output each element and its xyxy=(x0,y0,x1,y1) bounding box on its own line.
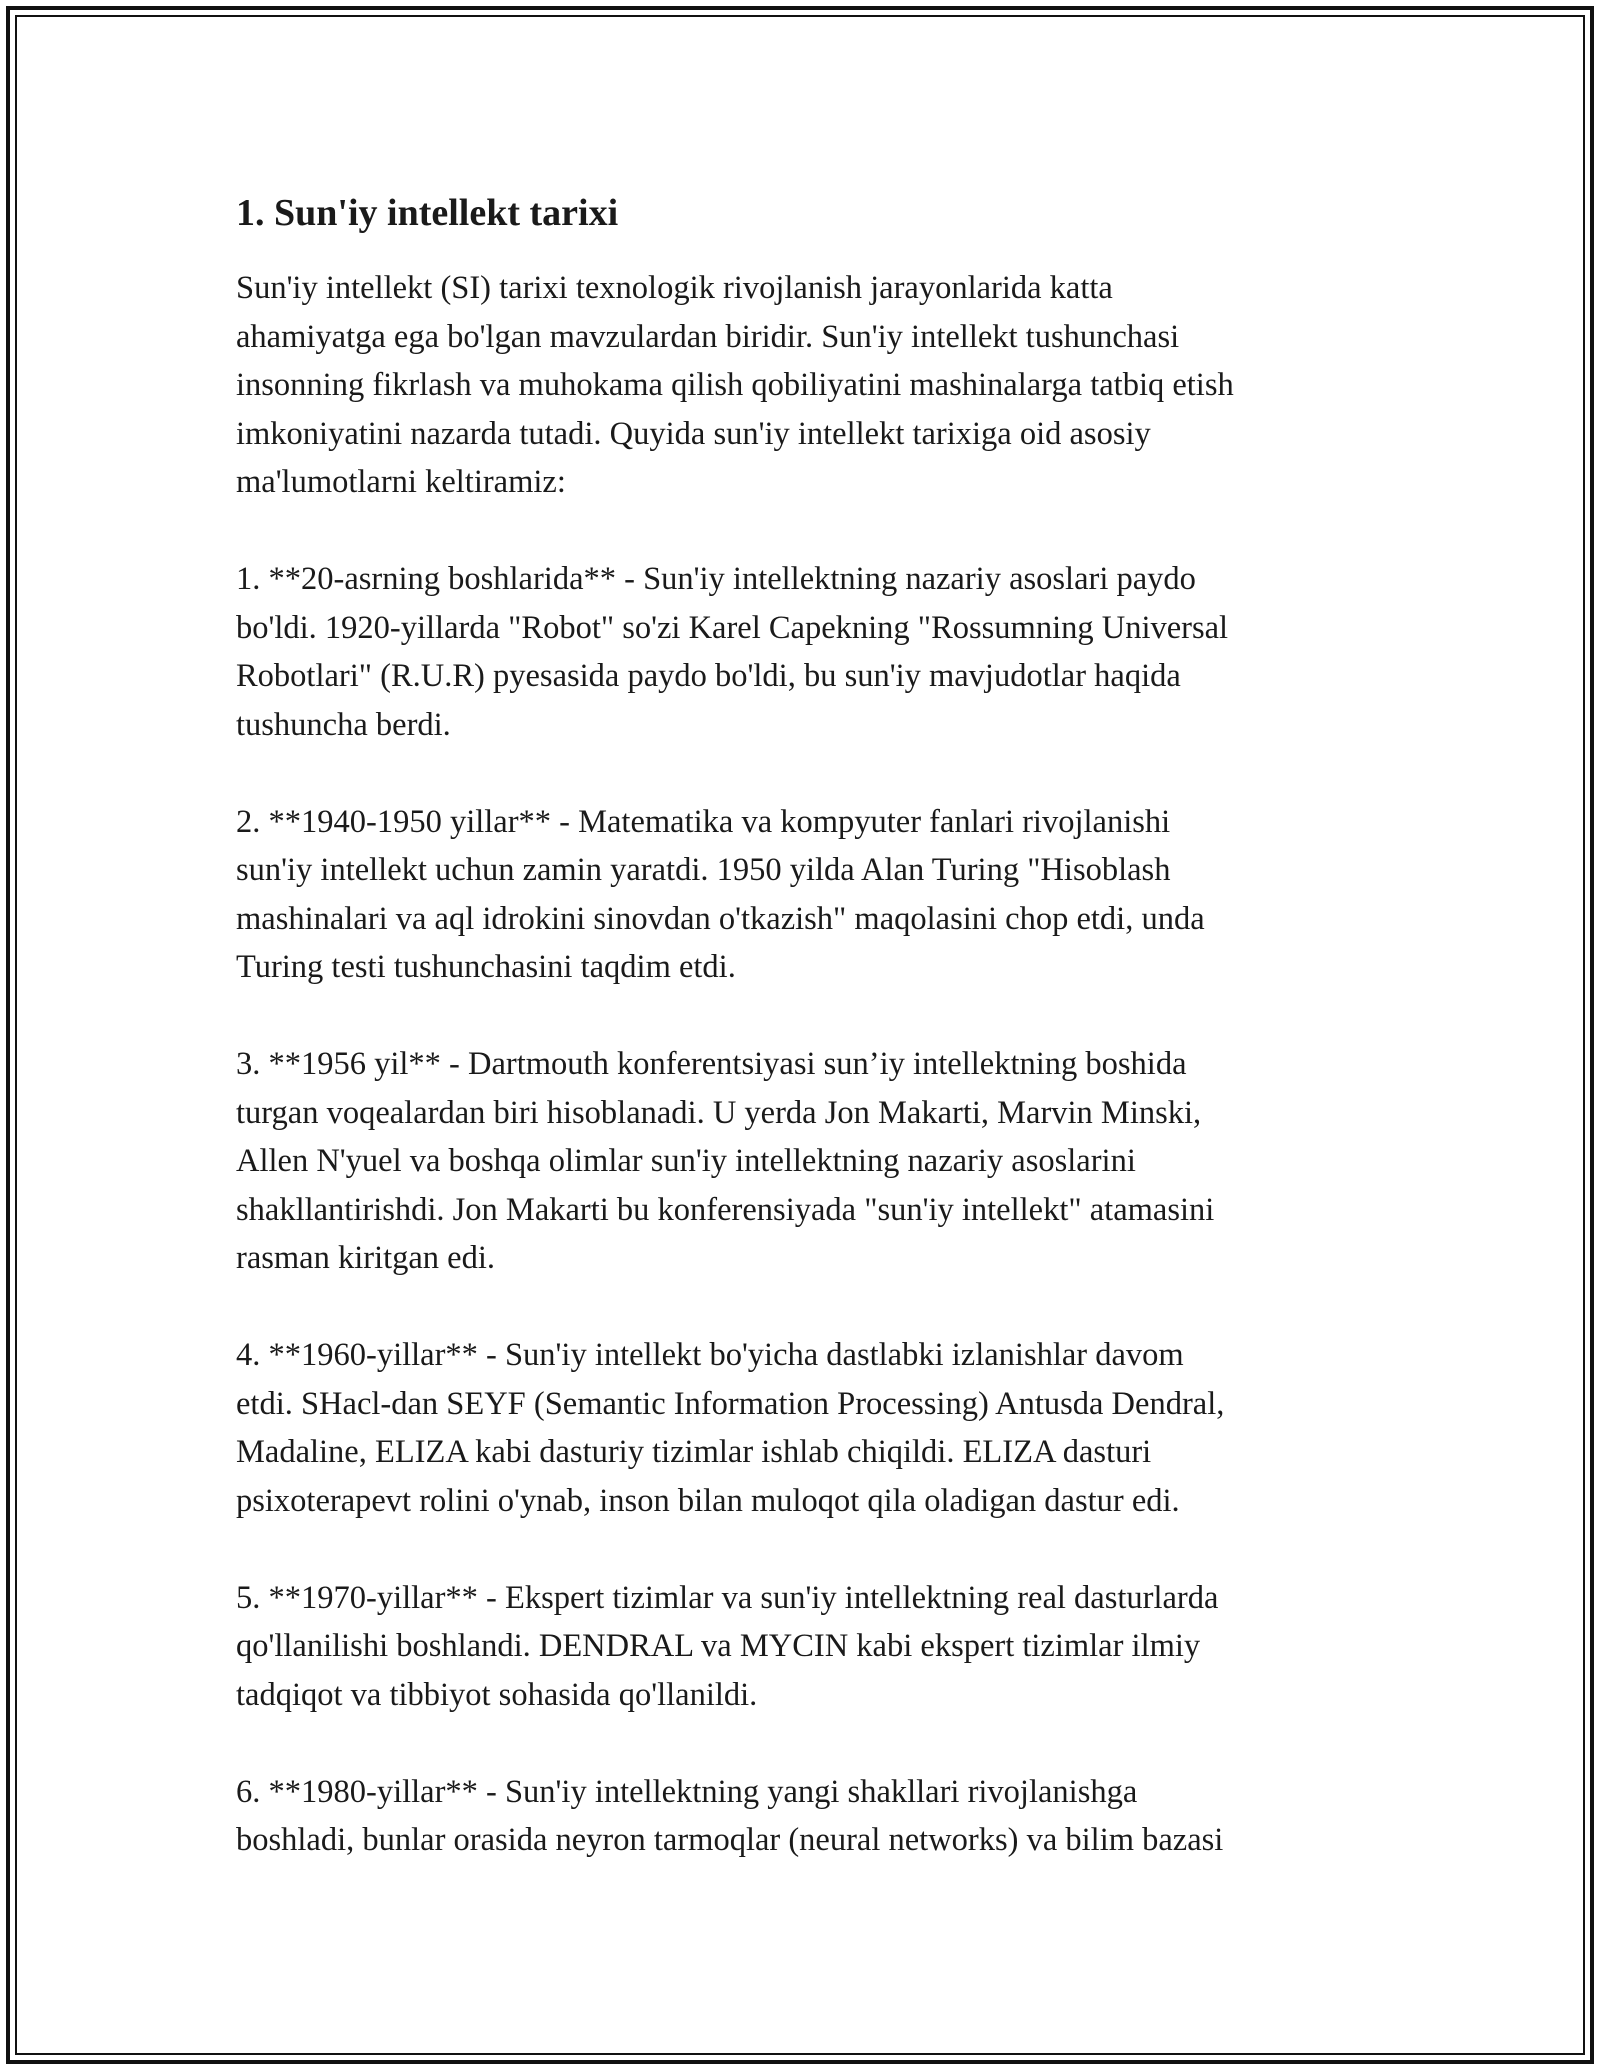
text-line: 4. **1960-yillar** - Sun'iy intellekt bo'yicha dastlabki izlanishlar davom xyxy=(236,1337,1184,1373)
text-line: imkoniyatini nazarda tutadi. Quyida sun'iy intellekt tarixiga oid asosiy xyxy=(236,415,1151,452)
text-line: etdi. SHacl-dan SEYF (Semantic Information Processing) Antusda Dendral, xyxy=(236,1385,1225,1422)
text-line: 6. **1980-yillar** - Sun'iy intellektning yangi shakllari rivojlanishga xyxy=(236,1773,1138,1810)
intro-paragraph xyxy=(236,264,1396,507)
text-line: qo'llanilishi boshlandi. DENDRAL va MYCIN kabi ekspert tizimlar ilmiy xyxy=(236,1628,1201,1664)
section-heading: 1. Sun'iy intellekt tarixi xyxy=(236,192,619,234)
text-line: mashinalari va aql idrokini sinovdan o'tkazish" maqolasini chop etdi, unda xyxy=(236,900,1205,937)
text-line: ma'lumotlarni keltiramiz: xyxy=(236,464,566,500)
text-line: Allen N'yuel va boshqa olimlar sun'iy intellektning nazariy asoslarini xyxy=(236,1143,1136,1179)
text-line: Madaline, ELIZA kabi dasturiy tizimlar ishlab chiqildi. ELIZA dasturi xyxy=(236,1434,1152,1470)
text-line: 3. **1956 yil** - Dartmouth konferentsiyasi sun’iy intellektning boshida xyxy=(236,1046,1187,1082)
text-line: 1. **20-asrning boshlarida** - Sun'iy intellektning nazariy asoslari paydo xyxy=(236,561,1196,597)
text-line: shakllantirishdi. Jon Makarti bu konferensiyada "sun'iy intellekt" atamasini xyxy=(236,1191,1215,1228)
list-item-3 xyxy=(236,1040,1396,1283)
text-line: Turing testi tushunchasini taqdim etdi. xyxy=(236,949,736,985)
text-line: bo'ldi. 1920-yillarda "Robot" so'zi Karel Capekning "Rossumning Universal xyxy=(236,609,1229,646)
list-item-6 xyxy=(236,1768,1396,1865)
text-line: Sun'iy intellekt (SI) tarixi texnologik rivojlanish jarayonlarida katta xyxy=(236,270,1113,306)
text-line: tadqiqot va tibbiyot sohasida qo'llanildi. xyxy=(236,1676,758,1713)
text-line: rasman kiritgan edi. xyxy=(236,1240,496,1276)
text-line: 2. **1940-1950 yillar** - Matematika va kompyuter fanlari rivojlanishi xyxy=(236,803,1171,840)
text-line: insonning fikrlash va muhokama qilish qobiliyatini mashinalarga tatbiq etish xyxy=(236,367,1234,403)
text-line: psixoterapevt rolini o'ynab, inson bilan muloqot qila oladigan dastur edi. xyxy=(236,1482,1180,1519)
text-line: tushuncha berdi. xyxy=(236,706,451,743)
text-line: 5. **1970-yillar** - Ekspert tizimlar va sun'iy intellektning real dasturlarda xyxy=(236,1579,1219,1616)
text-line: sun'iy intellekt uchun zamin yaratdi. 1950 yilda Alan Turing "Hisoblash xyxy=(236,852,1171,888)
text-line: turgan voqealardan biri hisoblanadi. U yerda Jon Makarti, Marvin Minski, xyxy=(236,1094,1202,1131)
text-line: Robotlari" (R.U.R) pyesasida paydo bo'ldi, bu sun'iy mavjudotlar haqida xyxy=(236,658,1181,694)
list-item-4 xyxy=(236,1331,1396,1525)
list-item-5 xyxy=(236,1574,1396,1720)
text-line: ahamiyatga ega bo'lgan mavzulardan biridir. Sun'iy intellekt tushunchasi xyxy=(236,318,1180,355)
text-line: boshladi, bunlar orasida neyron tarmoqlar (neural networks) va bilim bazasi xyxy=(236,1822,1224,1858)
document-body xyxy=(236,184,1396,1913)
list-item-2 xyxy=(236,798,1396,992)
list-item-1 xyxy=(236,555,1396,749)
